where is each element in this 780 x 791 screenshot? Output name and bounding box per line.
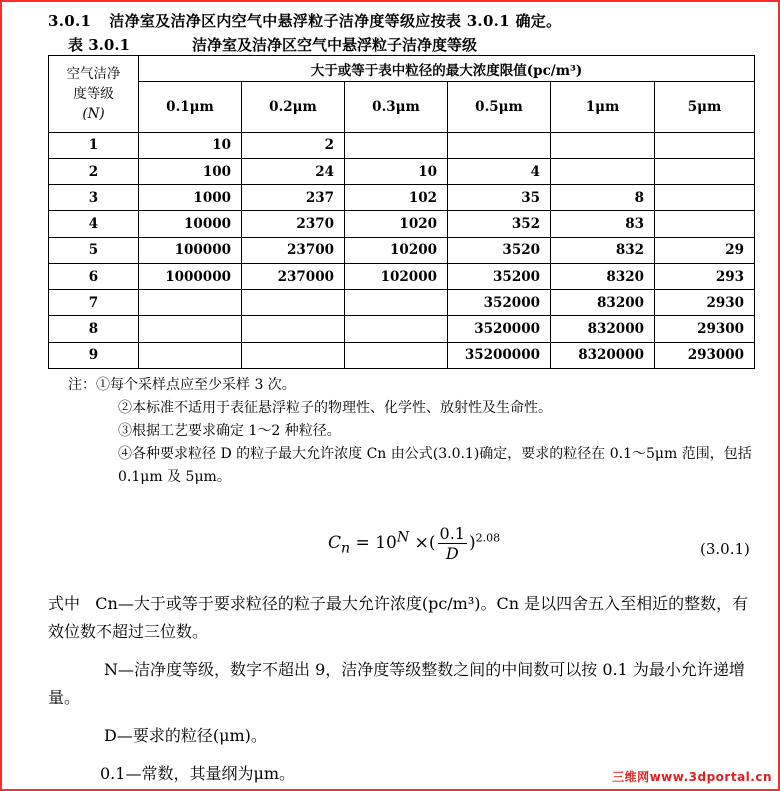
table-row	[49, 263, 755, 289]
value-cell: 2930	[655, 290, 755, 316]
value-cell: 29300	[655, 316, 755, 342]
formula-lhs: C	[328, 533, 342, 553]
value-cell: 23700	[242, 237, 345, 263]
formula-fraction	[438, 524, 467, 563]
column-header: 0.2μm	[242, 82, 345, 132]
notes-prefix: 注：	[68, 377, 96, 393]
value-cell: 4	[448, 158, 551, 184]
value-cell: 352	[448, 211, 551, 237]
section-heading	[48, 10, 561, 31]
value-cell	[551, 158, 655, 184]
definition-constant: 0.1—常数，其量纲为μm。	[100, 764, 296, 783]
value-cell	[551, 132, 655, 158]
value-cell: 237000	[242, 263, 345, 289]
formula-exp: N	[396, 529, 410, 546]
formula-eq: = 10	[355, 533, 397, 553]
table-body	[49, 132, 755, 368]
table-row	[49, 158, 755, 184]
column-header: 0.3μm	[345, 82, 448, 132]
value-cell: 832	[551, 237, 655, 263]
value-cell: 3520000	[448, 316, 551, 342]
class-cell: 3	[49, 185, 139, 211]
value-cell	[448, 132, 551, 158]
value-cell	[655, 185, 755, 211]
formula-power: 2.08	[475, 531, 501, 545]
value-cell: 1000000	[139, 263, 242, 289]
table-row	[49, 237, 755, 263]
equation-number: (3.0.1)	[700, 540, 750, 558]
table-label: 表 3.0.1	[68, 36, 130, 54]
value-cell: 832000	[551, 316, 655, 342]
table-caption	[68, 34, 477, 55]
value-cell: 1020	[345, 211, 448, 237]
formula-times: ×(	[414, 533, 436, 553]
column-header: 5μm	[655, 82, 755, 132]
note-1: ①每个采样点应至少采样 3 次。	[96, 377, 296, 393]
value-cell: 102000	[345, 263, 448, 289]
value-cell	[345, 132, 448, 158]
value-cell	[139, 290, 242, 316]
definition-cn: Cn—大于或等于要求粒径的粒子最大允许浓度(pc/m³)。Cn 是以四舍五入至相近的整数，有效位数不超过三位数。	[48, 594, 749, 641]
value-cell: 10	[345, 158, 448, 184]
value-cell	[655, 132, 755, 158]
value-cell: 10	[139, 132, 242, 158]
value-cell	[139, 342, 242, 368]
value-cell: 10200	[345, 237, 448, 263]
table-row	[49, 211, 755, 237]
column-header: 1μm	[551, 82, 655, 132]
value-cell	[242, 290, 345, 316]
table-row	[49, 290, 755, 316]
definition-n: N—洁净度等级，数字不超出 9，洁净度等级整数之间的中间数可以按 0.1 为最小允许递增量。	[48, 660, 745, 707]
class-cell: 1	[49, 132, 139, 158]
value-cell: 10000	[139, 211, 242, 237]
table-row	[49, 316, 755, 342]
section-text: 洁净室及洁净区内空气中悬浮粒子洁净度等级应按表 3.0.1 确定。	[109, 12, 562, 30]
value-cell	[242, 316, 345, 342]
class-cell: 2	[49, 158, 139, 184]
value-cell	[345, 342, 448, 368]
value-cell	[655, 211, 755, 237]
column-header: 0.5μm	[448, 82, 551, 132]
value-cell: 3520	[448, 237, 551, 263]
value-cell: 35	[448, 185, 551, 211]
note-3: ③根据工艺要求确定 1～2 种粒径。	[118, 423, 341, 439]
unit-header: 大于或等于表中粒径的最大浓度限值(pc/m³)	[139, 56, 755, 82]
value-cell: 293	[655, 263, 755, 289]
where-label: 式中	[48, 594, 81, 613]
value-cell: 83200	[551, 290, 655, 316]
class-cell: 9	[49, 342, 139, 368]
table-row	[49, 342, 755, 368]
value-cell	[655, 158, 755, 184]
value-cell: 29	[655, 237, 755, 263]
table-row	[49, 132, 755, 158]
table-title: 洁净室及洁净区空气中悬浮粒子洁净度等级	[191, 36, 477, 54]
class-cell: 8	[49, 316, 139, 342]
value-cell: 352000	[448, 290, 551, 316]
value-cell: 237	[242, 185, 345, 211]
column-header: 0.1μm	[139, 82, 242, 132]
value-cell	[242, 342, 345, 368]
value-cell: 8320	[551, 263, 655, 289]
formula	[328, 524, 500, 563]
class-header-line: (N)	[82, 105, 105, 122]
value-cell: 24	[242, 158, 345, 184]
class-header-line: 空气洁净	[66, 65, 121, 82]
value-cell: 293000	[655, 342, 755, 368]
value-cell: 2	[242, 132, 345, 158]
table-row	[49, 185, 755, 211]
table-notes	[68, 374, 758, 489]
value-cell	[345, 316, 448, 342]
value-cell: 35200	[448, 263, 551, 289]
class-cell: 6	[49, 263, 139, 289]
value-cell: 1000	[139, 185, 242, 211]
formula-lhs-sub: n	[341, 540, 351, 557]
value-cell: 83	[551, 211, 655, 237]
value-cell	[139, 316, 242, 342]
value-cell	[345, 290, 448, 316]
definitions	[48, 590, 754, 788]
formula-numerator: 0.1	[439, 524, 465, 543]
value-cell: 35200000	[448, 342, 551, 368]
definition-d: D—要求的粒径(μm)。	[104, 726, 267, 745]
cleanliness-table	[48, 55, 755, 369]
section-number: 3.0.1	[48, 12, 92, 30]
class-cell: 7	[49, 290, 139, 316]
value-cell: 100000	[139, 237, 242, 263]
class-cell: 5	[49, 237, 139, 263]
class-header	[49, 56, 139, 133]
column-header-row	[49, 82, 755, 132]
value-cell: 100	[139, 158, 242, 184]
class-cell: 4	[49, 211, 139, 237]
note-4: ④各种要求粒径 D 的粒子最大允许浓度 Cn 由公式(3.0.1)确定，要求的粒径在 0.1～5μm 范围，包括 0.1μm 及 5μm。	[118, 446, 752, 485]
formula-close: )	[468, 533, 476, 553]
value-cell: 102	[345, 185, 448, 211]
value-cell: 8320000	[551, 342, 655, 368]
value-cell: 2370	[242, 211, 345, 237]
formula-denominator: D	[445, 544, 459, 563]
note-2: ②本标准不适用于表征悬浮粒子的物理性、化学性、放射性及生命性。	[118, 400, 552, 416]
class-header-line: 度等级	[73, 85, 114, 102]
value-cell: 8	[551, 185, 655, 211]
site-watermark: 三维网www.3dportal.cn	[612, 770, 772, 784]
